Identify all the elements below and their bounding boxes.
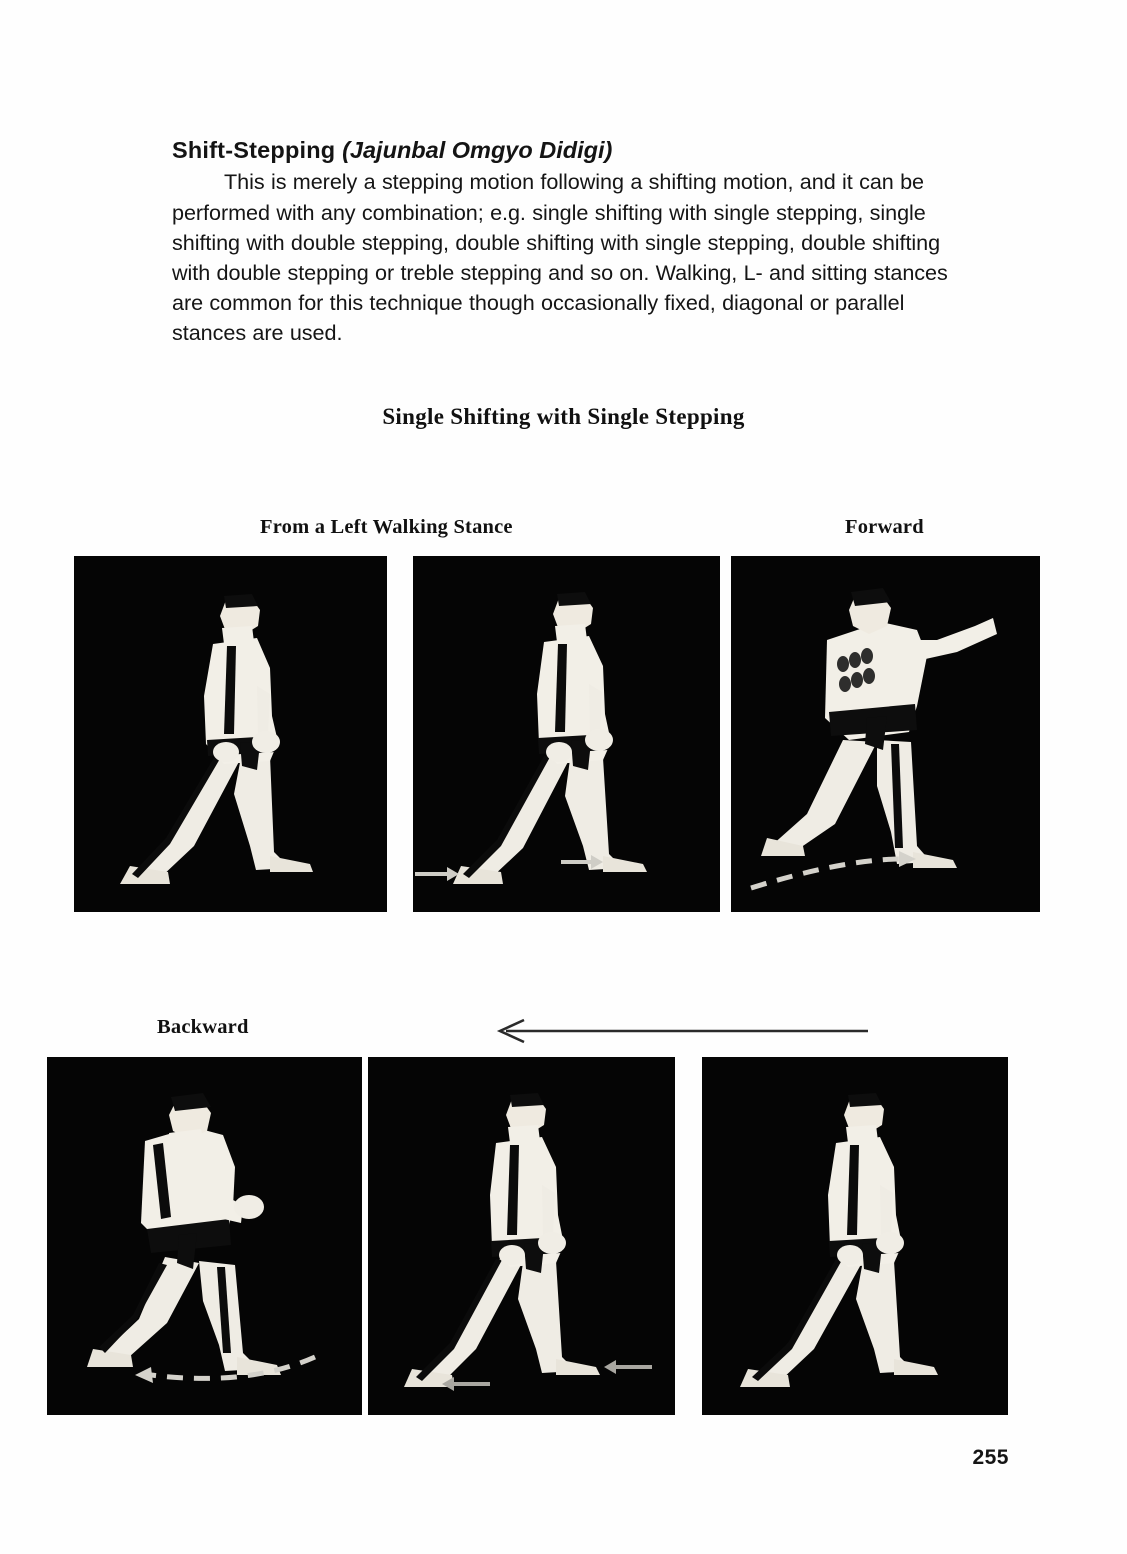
figure-panel-4	[47, 1057, 362, 1415]
caption-backward: Backward	[157, 1016, 249, 1038]
text-block	[172, 136, 962, 349]
photo-5-illustration	[368, 1057, 675, 1415]
figure-panel-2	[413, 556, 720, 912]
photo-6-illustration	[702, 1057, 1008, 1415]
photo-3-illustration	[731, 556, 1040, 912]
backward-direction-arrow	[492, 1018, 868, 1044]
section-title-main: Shift-Stepping	[172, 137, 336, 163]
section-paragraph: This is merely a stepping motion following a shifting motion, and it can be performed with any combination; e.g. single shifting with single stepping, single shifting with double stepping, double shifting with single stepping, double shifting with double stepping or treble stepping and so on. Walking, L- and sitting stances are common for this technique though occasionally fixed, diagonal or parallel stances are used.	[172, 169, 948, 346]
sub-heading: Single Shifting with Single Stepping	[382, 404, 745, 429]
caption-forward: Forward	[845, 516, 924, 538]
page-number: 255	[972, 1446, 1009, 1469]
figure-panel-5	[368, 1057, 675, 1415]
figure-panel-6	[702, 1057, 1008, 1415]
photo-1-illustration	[74, 556, 387, 912]
caption-from-left-walking-stance: From a Left Walking Stance	[260, 516, 513, 538]
section-title	[172, 136, 962, 165]
backward-direction-arrow-svg	[492, 1018, 868, 1044]
figure-panel-1	[74, 556, 387, 912]
figure-panel-3	[731, 556, 1040, 912]
section-title-transliteration: (Jajunbal Omgyo Didigi)	[342, 137, 613, 163]
photo-2-illustration	[413, 556, 720, 912]
photo-4-illustration	[47, 1057, 362, 1415]
